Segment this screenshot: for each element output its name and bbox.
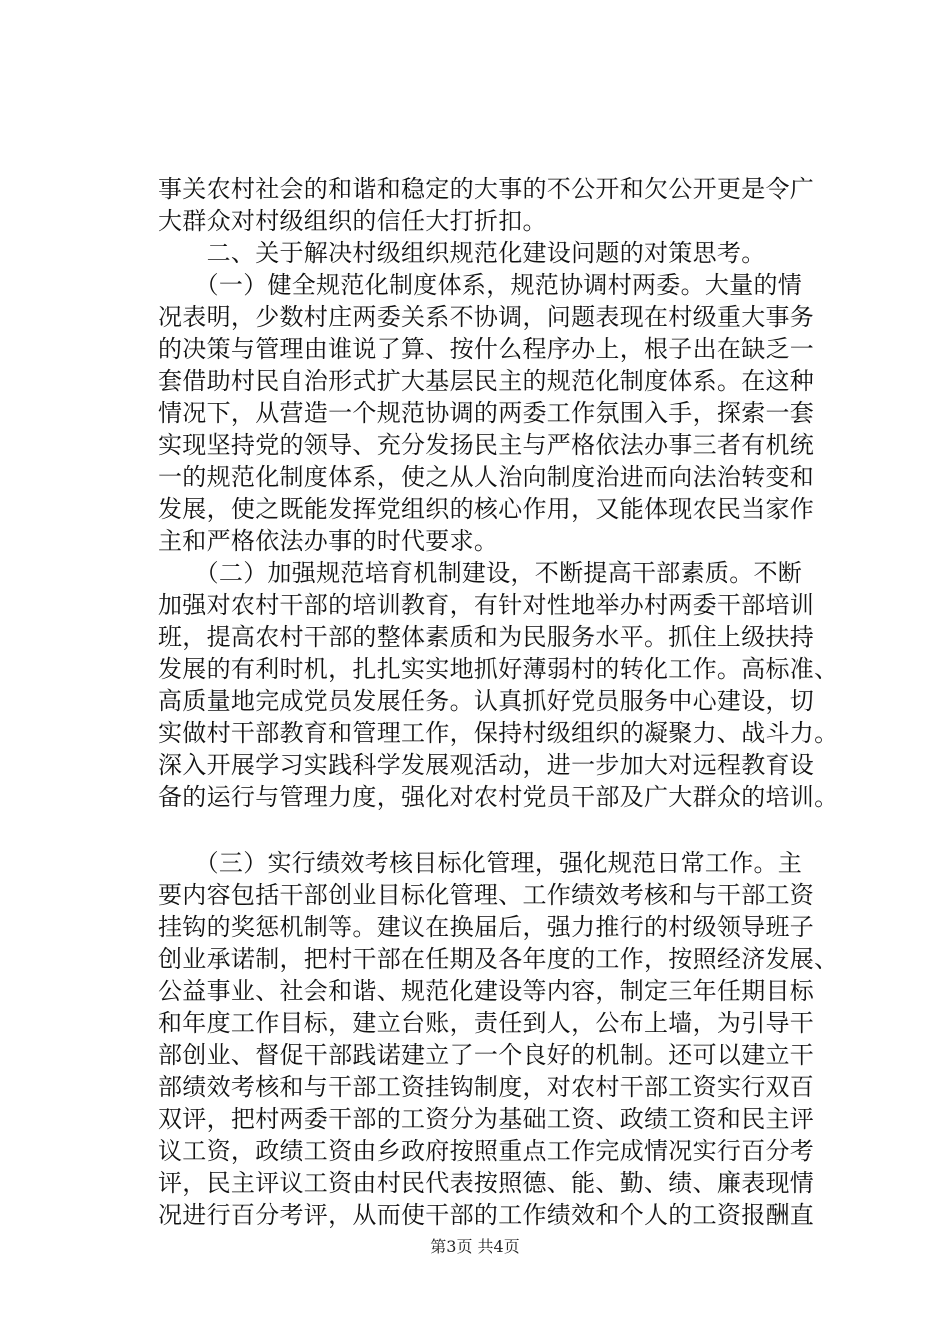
page-footer: 第3页 共4页 bbox=[430, 1237, 520, 1256]
text-line: 情况下，从营造一个规范协调的两委工作氛围入手，探索一套 bbox=[158, 399, 815, 427]
text-line: 班，提高农村干部的整体素质和为民服务水平。抓住上级扶持 bbox=[158, 623, 815, 651]
text-line: 部创业、督促干部践诺建立了一个良好的机制。还可以建立干 bbox=[158, 1041, 815, 1069]
text-line: 公益事业、社会和谐、规范化建设等内容，制定三年任期目标 bbox=[158, 977, 815, 1005]
text-line: 议工资，政绩工资由乡政府按照重点工作完成情况实行百分考 bbox=[158, 1137, 815, 1165]
text-line: 加强对农村干部的培训教育，有针对性地举办村两委干部培训 bbox=[158, 591, 815, 619]
text-line: 部绩效考核和与干部工资挂钩制度，对农村干部工资实行双百 bbox=[158, 1073, 815, 1101]
text-line: （一）健全规范化制度体系，规范协调村两委。大量的情 bbox=[158, 271, 803, 299]
text-line: 实做村干部教育和管理工作，保持村级组织的凝聚力、战斗力。 bbox=[158, 719, 839, 747]
text-line: （二）加强规范培育机制建设，不断提高干部素质。不断 bbox=[158, 559, 803, 587]
text-line: 的决策与管理由谁说了算、按什么程序办上，根子出在缺乏一 bbox=[158, 335, 815, 363]
text-line: 一的规范化制度体系，使之从人治向制度治进而向法治转变和 bbox=[158, 463, 815, 491]
text-line: 事关农村社会的和谐和稳定的大事的不公开和欠公开更是令广 bbox=[158, 175, 815, 203]
section-heading: 二、关于解决村级组织规范化建设问题的对策思考。 bbox=[158, 239, 766, 267]
text-line: 大群众对村级组织的信任大打折扣。 bbox=[158, 207, 547, 235]
text-line: 双评，把村两委干部的工资分为基础工资、政绩工资和民主评 bbox=[158, 1105, 815, 1133]
text-line: 套借助村民自治形式扩大基层民主的规范化制度体系。在这种 bbox=[158, 367, 815, 395]
text-line: 备的运行与管理力度，强化对农村党员干部及广大群众的培训。 bbox=[158, 783, 839, 811]
text-line: 实现坚持党的领导、充分发扬民主与严格依法办事三者有机统 bbox=[158, 431, 815, 459]
text-line: 要内容包括干部创业目标化管理、工作绩效考核和与干部工资 bbox=[158, 881, 815, 909]
text-line: 发展的有利时机，扎扎实实地抓好薄弱村的转化工作。高标准、 bbox=[158, 655, 839, 683]
body-text bbox=[158, 173, 838, 1231]
text-line: 况表明，少数村庄两委关系不协调，问题表现在村级重大事务 bbox=[158, 303, 815, 331]
text-line: 创业承诺制，把村干部在任期及各年度的工作，按照经济发展、 bbox=[158, 945, 839, 973]
text-line: 发展，使之既能发挥党组织的核心作用，又能体现农民当家作 bbox=[158, 495, 815, 523]
text-line: 挂钩的奖惩机制等。建议在换届后，强力推行的村级领导班子 bbox=[158, 913, 815, 941]
text-line: 高质量地完成党员发展任务。认真抓好党员服务中心建设，切 bbox=[158, 687, 815, 715]
text-line: 深入开展学习实践科学发展观活动，进一步加大对远程教育设 bbox=[158, 751, 815, 779]
text-line: 况进行百分考评，从而使干部的工作绩效和个人的工资报酬直 bbox=[158, 1201, 815, 1229]
text-line: （三）实行绩效考核目标化管理，强化规范日常工作。主 bbox=[158, 849, 803, 877]
text-line: 主和严格依法办事的时代要求。 bbox=[158, 527, 499, 555]
text-line: 评，民主评议工资由村民代表按照德、能、勤、绩、廉表现情 bbox=[158, 1169, 815, 1197]
paragraph-gap bbox=[158, 813, 838, 847]
text-line: 和年度工作目标，建立台账，责任到人，公布上墙，为引导干 bbox=[158, 1009, 815, 1037]
